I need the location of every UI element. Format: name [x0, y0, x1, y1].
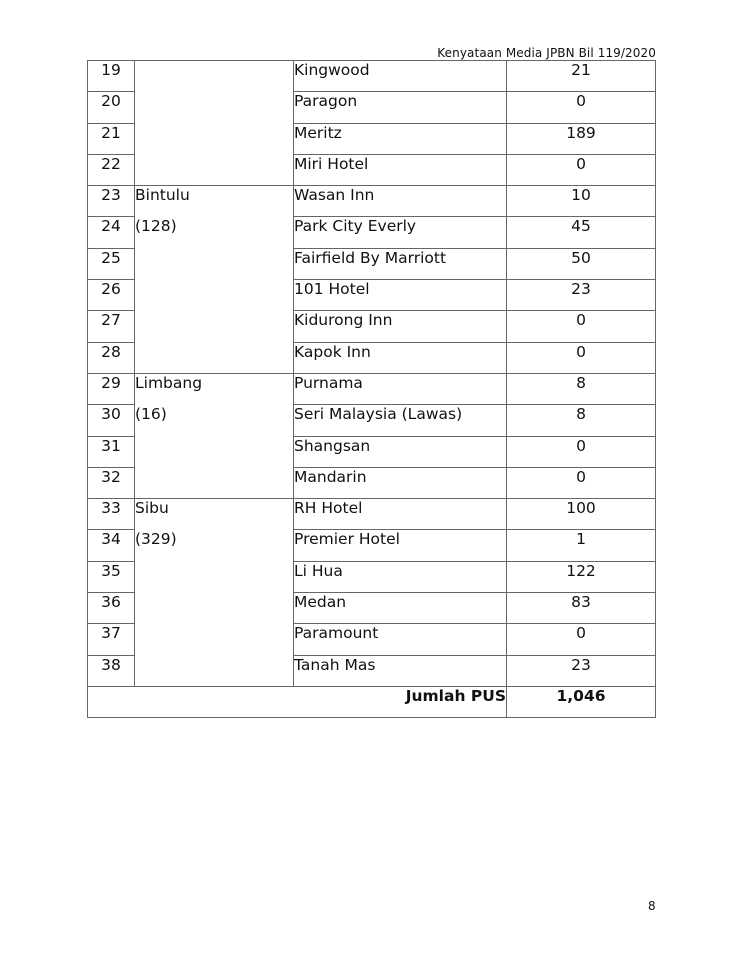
hotel-name: Mandarin	[294, 467, 507, 498]
hotel-name: Kingwood	[294, 61, 507, 92]
row-number: 33	[88, 499, 135, 530]
table-row	[88, 373, 656, 404]
row-number: 38	[88, 655, 135, 686]
row-number: 23	[88, 186, 135, 217]
person-count: 189	[507, 123, 656, 154]
person-count: 0	[507, 154, 656, 185]
person-count: 45	[507, 217, 656, 248]
hotel-name: Kapok Inn	[294, 342, 507, 373]
row-number: 27	[88, 311, 135, 342]
row-number: 34	[88, 530, 135, 561]
person-count: 21	[507, 61, 656, 92]
table-body	[88, 61, 656, 687]
row-number: 22	[88, 154, 135, 185]
hotel-name: Premier Hotel	[294, 530, 507, 561]
table-row	[88, 61, 656, 92]
district-name: Bintulu	[135, 186, 190, 205]
person-count: 0	[507, 436, 656, 467]
row-number: 20	[88, 92, 135, 123]
district-total: (16)	[135, 405, 167, 424]
person-count: 1	[507, 530, 656, 561]
person-count: 10	[507, 186, 656, 217]
hotel-name: Meritz	[294, 123, 507, 154]
hotel-name: Fairfield By Marriott	[294, 248, 507, 279]
person-count: 100	[507, 499, 656, 530]
row-number: 36	[88, 593, 135, 624]
district-cell	[135, 373, 294, 498]
row-number: 24	[88, 217, 135, 248]
total-row	[88, 686, 656, 717]
row-number: 35	[88, 561, 135, 592]
district-total: (329)	[135, 530, 177, 549]
hotel-name: Paragon	[294, 92, 507, 123]
person-count: 23	[507, 280, 656, 311]
row-number: 37	[88, 624, 135, 655]
hotel-name: Shangsan	[294, 436, 507, 467]
row-number: 32	[88, 467, 135, 498]
hotel-name: Paramount	[294, 624, 507, 655]
hotel-name: Seri Malaysia (Lawas)	[294, 405, 507, 436]
person-count: 50	[507, 248, 656, 279]
district-cell	[135, 186, 294, 374]
district-total: (128)	[135, 217, 177, 236]
row-number: 28	[88, 342, 135, 373]
hotel-name: Tanah Mas	[294, 655, 507, 686]
hotel-name: Wasan Inn	[294, 186, 507, 217]
table-row	[88, 499, 656, 530]
district-cell	[135, 499, 294, 687]
total-value: 1,046	[507, 686, 656, 717]
row-number: 19	[88, 61, 135, 92]
person-count: 122	[507, 561, 656, 592]
hotel-name: Miri Hotel	[294, 154, 507, 185]
district-name: Limbang	[135, 373, 203, 392]
row-number: 31	[88, 436, 135, 467]
person-count: 0	[507, 311, 656, 342]
person-count: 0	[507, 92, 656, 123]
page-number: 8	[648, 899, 656, 913]
row-number: 30	[88, 405, 135, 436]
table-row	[88, 186, 656, 217]
person-count: 0	[507, 624, 656, 655]
hotel-name: Purnama	[294, 373, 507, 404]
document-reference: Kenyataan Media JPBN Bil 119/2020	[437, 46, 656, 60]
row-number: 25	[88, 248, 135, 279]
hotel-name: Li Hua	[294, 561, 507, 592]
hotel-name: Park City Everly	[294, 217, 507, 248]
person-count: 8	[507, 405, 656, 436]
row-number: 21	[88, 123, 135, 154]
row-number: 26	[88, 280, 135, 311]
district-name: Sibu	[135, 499, 169, 518]
total-label: Jumlah PUS	[88, 686, 507, 717]
person-count: 0	[507, 467, 656, 498]
person-count: 0	[507, 342, 656, 373]
person-count: 83	[507, 593, 656, 624]
hotel-name: Kidurong Inn	[294, 311, 507, 342]
row-number: 29	[88, 373, 135, 404]
person-count: 8	[507, 373, 656, 404]
hotel-name: 101 Hotel	[294, 280, 507, 311]
hotel-name: Medan	[294, 593, 507, 624]
hotel-name: RH Hotel	[294, 499, 507, 530]
district-cell	[135, 61, 294, 186]
hotel-quarantine-table	[87, 60, 656, 718]
person-count: 23	[507, 655, 656, 686]
